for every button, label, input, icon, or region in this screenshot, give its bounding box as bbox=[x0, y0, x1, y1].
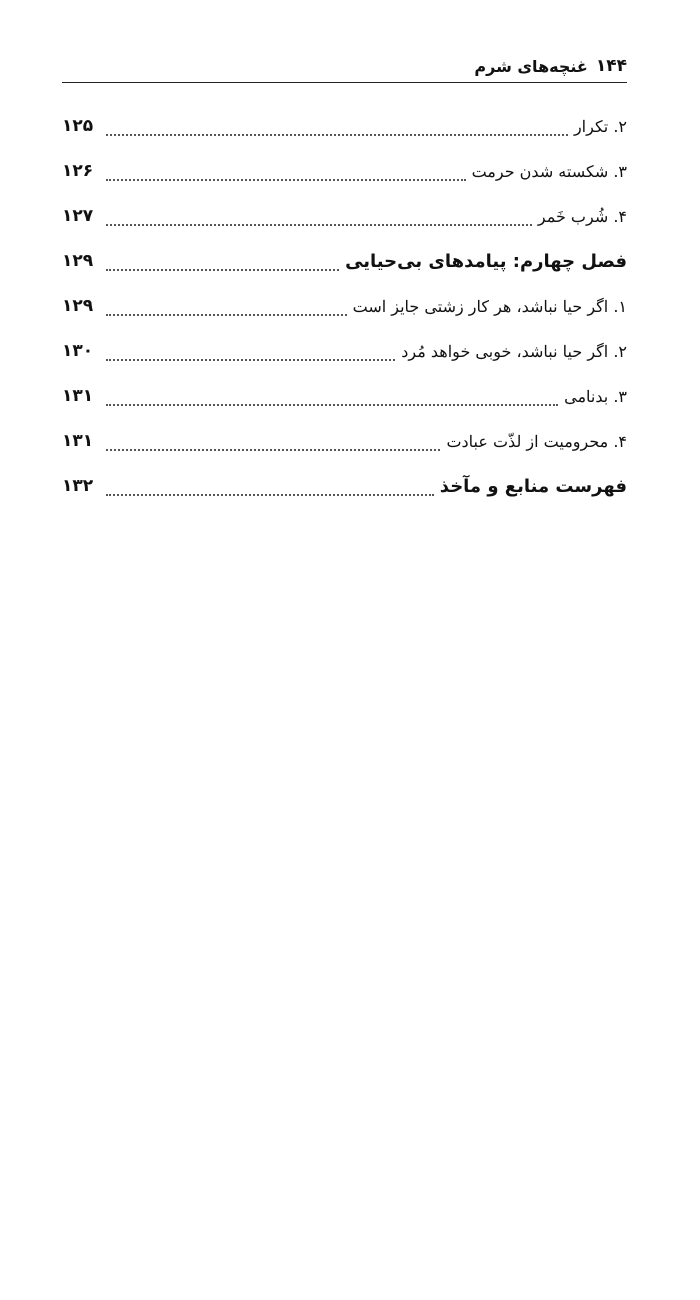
header-rule bbox=[62, 82, 627, 83]
toc-entry-page: ۱۳۱ bbox=[62, 431, 94, 451]
table-of-contents bbox=[62, 104, 627, 509]
toc-entry-title: ۳. شکسته شدن حرمت bbox=[471, 162, 627, 181]
toc-entry-page: ۱۲۶ bbox=[62, 161, 94, 181]
dot-leader bbox=[106, 269, 347, 316]
toc-entry-page: ۱۳۰ bbox=[62, 341, 94, 361]
dot-leader bbox=[106, 179, 532, 226]
dot-leader bbox=[106, 449, 434, 496]
toc-entry-title: ۲. اگر حیا نباشد، خوبی خواهد مُرد bbox=[401, 342, 627, 361]
dot-leader bbox=[106, 404, 440, 451]
dot-leader bbox=[106, 224, 339, 271]
toc-entry-page: ۱۳۱ bbox=[62, 386, 94, 406]
toc-entry-title: ۲. تکرار bbox=[573, 117, 627, 136]
toc-entry-page: ۱۲۹ bbox=[62, 251, 94, 271]
toc-entry-title: ۴. محرومیت از لذّت عبادت bbox=[446, 432, 627, 451]
page-number: ۱۴۴ bbox=[595, 56, 627, 76]
book-title: غنچه‌های شرم bbox=[474, 56, 588, 76]
running-head bbox=[62, 50, 627, 82]
toc-chapter-title: فصل چهارم: پیامدهای بی‌حیایی bbox=[345, 251, 627, 272]
toc-entry-page: ۱۲۷ bbox=[62, 206, 94, 226]
toc-entry-title: ۴. شُرب خَمر bbox=[537, 207, 627, 226]
dot-leader bbox=[106, 89, 568, 136]
toc-entry-page: ۱۲۵ bbox=[62, 116, 94, 136]
toc-entry-page: ۱۲۹ bbox=[62, 296, 94, 316]
toc-entry-page: ۱۳۲ bbox=[62, 476, 94, 496]
dot-leader bbox=[106, 134, 466, 181]
toc-entry-title: ۳. بدنامی bbox=[564, 387, 627, 406]
toc-entry-title: ۱. اگر حیا نباشد، هر کار زشتی جایز است bbox=[352, 297, 627, 316]
toc-chapter-title: فهرست منابع و مآخذ bbox=[439, 476, 627, 497]
dot-leader bbox=[106, 314, 395, 361]
toc-chapter-entry bbox=[62, 464, 627, 509]
dot-leader bbox=[106, 359, 558, 406]
